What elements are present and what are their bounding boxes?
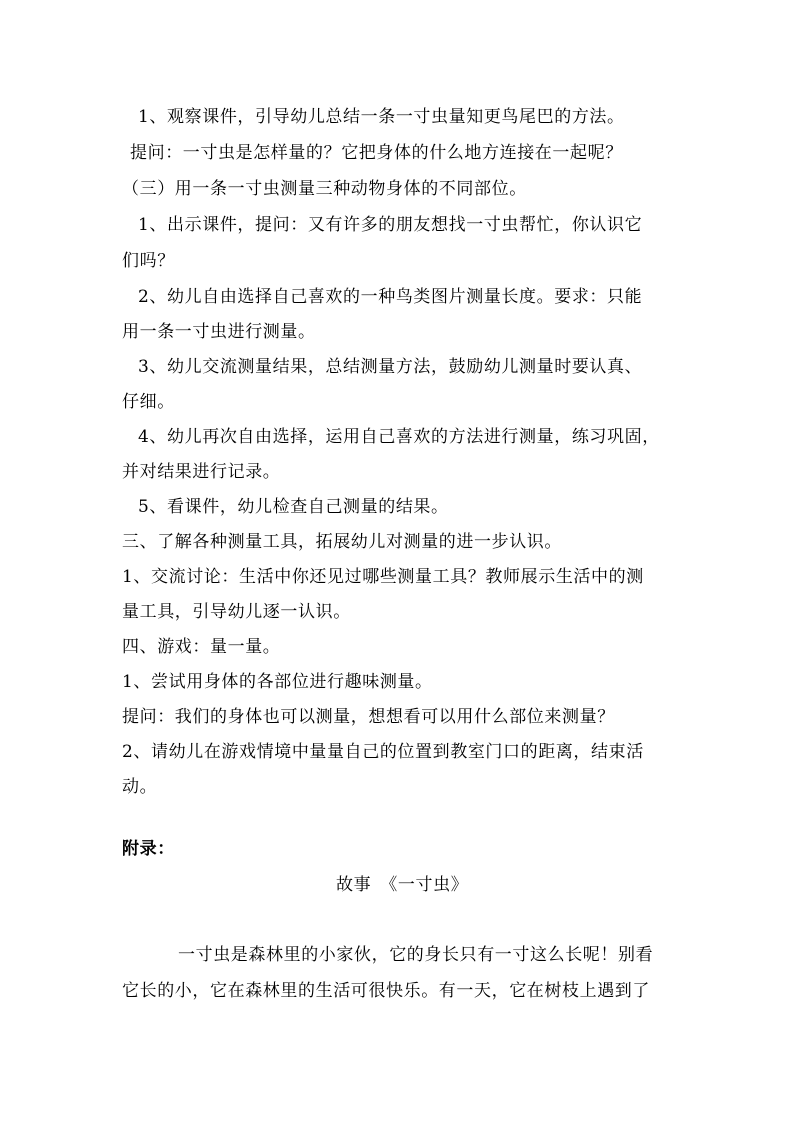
story-line: 一寸虫是森林里的小家伙，它的身长只有一寸这么长呢！别看 bbox=[178, 945, 654, 965]
section-heading: 四、游戏：量一量。 bbox=[122, 637, 281, 657]
text-line: 1、尝试用身体的各部位进行趣味测量。 bbox=[122, 672, 433, 692]
text-line: 量工具，引导幼儿逐一认识。 bbox=[122, 602, 351, 622]
text-line: 们吗？ bbox=[122, 251, 175, 271]
text-line: 提问：一寸虫是怎样量的？它把身体的什么地方连接在一起呢？ bbox=[130, 143, 623, 163]
text-line: 1、出示课件，提问：又有许多的朋友想找一寸虫帮忙，你认识它 bbox=[138, 215, 643, 235]
text-line: 并对结果进行记录。 bbox=[122, 462, 281, 482]
text-line: 仔细。 bbox=[122, 392, 175, 412]
text-line: 1、交流讨论：生活中你还见过哪些测量工具？教师展示生活中的测 bbox=[122, 567, 644, 587]
section-heading: 三、了解各种测量工具，拓展幼儿对测量的进一步认识。 bbox=[122, 532, 562, 552]
text-line: 1、观察课件，引导幼儿总结一条一寸虫量知更鸟尾巴的方法。 bbox=[138, 107, 625, 127]
text-line: 3、幼儿交流测量结果，总结测量方法，鼓励幼儿测量时要认真、 bbox=[138, 357, 643, 377]
text-line: 用一条一寸虫进行测量。 bbox=[122, 322, 316, 342]
text-line: 2、幼儿自由选择自己喜欢的一种鸟类图片测量长度。要求：只能 bbox=[138, 287, 643, 307]
text-line: 5、看课件，幼儿检查自己测量的结果。 bbox=[138, 497, 449, 517]
story-line: 它长的小，它在森林里的生活可很快乐。有一天，它在树枝上遇到了 bbox=[122, 981, 650, 1001]
section-heading: （三）用一条一寸虫测量三种动物身体的不同部位。 bbox=[122, 179, 527, 199]
appendix-heading: 附录： bbox=[122, 839, 175, 859]
text-line: 提问：我们的身体也可以测量，想想看可以用什么部位来测量？ bbox=[122, 707, 615, 727]
text-line: 动。 bbox=[122, 777, 158, 797]
text-line: 4、幼儿再次自由选择，运用自己喜欢的方法进行测量，练习巩固， bbox=[138, 427, 660, 447]
text-line: 2、请幼儿在游戏情境中量量自己的位置到教室门口的距离，结束活 bbox=[122, 742, 644, 762]
story-title: 故事 《一寸虫》 bbox=[336, 875, 469, 895]
